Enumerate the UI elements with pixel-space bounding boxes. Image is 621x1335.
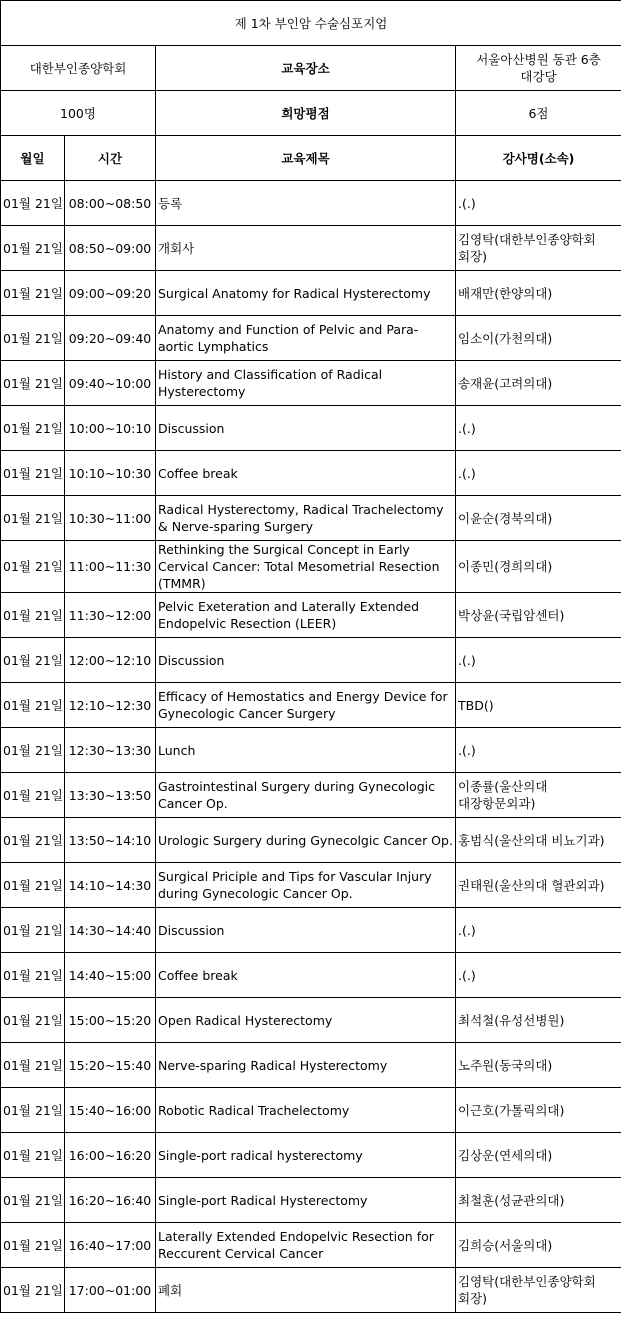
row-time: 16:00~16:20 bbox=[65, 1133, 156, 1178]
credit-label: 희망평점 bbox=[156, 91, 456, 136]
row-speaker: .(.) bbox=[456, 451, 621, 496]
table-row bbox=[1, 1133, 621, 1178]
table-row bbox=[1, 998, 621, 1043]
info-row-capacity bbox=[1, 91, 621, 136]
row-speaker: .(.) bbox=[456, 728, 621, 773]
title-row bbox=[1, 1, 621, 46]
row-speaker: 최철훈(성균관의대) bbox=[456, 1178, 621, 1223]
table-row bbox=[1, 361, 621, 406]
table-row bbox=[1, 1178, 621, 1223]
row-topic: History and Classification of Radical Hysterectomy bbox=[156, 361, 456, 406]
row-speaker: 김상운(연세의대) bbox=[456, 1133, 621, 1178]
table-row bbox=[1, 818, 621, 863]
row-topic: Lunch bbox=[156, 728, 456, 773]
row-speaker: .(.) bbox=[456, 181, 621, 226]
row-topic: Radical Hysterectomy, Radical Trachelectomy & Nerve-sparing Surgery bbox=[156, 496, 456, 541]
row-topic: Efficacy of Hemostatics and Energy Device for Gynecologic Cancer Surgery bbox=[156, 683, 456, 728]
row-topic: 등록 bbox=[156, 181, 456, 226]
row-speaker: 김영탁(대한부인종양학회 회장) bbox=[456, 226, 621, 271]
table-row bbox=[1, 593, 621, 638]
table-row bbox=[1, 1043, 621, 1088]
row-topic: Discussion bbox=[156, 908, 456, 953]
row-date: 01월 21일 bbox=[1, 181, 65, 226]
table-row bbox=[1, 316, 621, 361]
capacity: 100명 bbox=[1, 91, 156, 136]
table-row bbox=[1, 683, 621, 728]
row-topic: Pelvic Exeteration and Laterally Extended Endopelvic Resection (LEER) bbox=[156, 593, 456, 638]
row-topic: Discussion bbox=[156, 638, 456, 683]
row-time: 12:30~13:30 bbox=[65, 728, 156, 773]
row-date: 01월 21일 bbox=[1, 406, 65, 451]
row-date: 01월 21일 bbox=[1, 638, 65, 683]
table-row bbox=[1, 226, 621, 271]
table-row bbox=[1, 863, 621, 908]
row-speaker: 김영탁(대한부인종양학회 회장) bbox=[456, 1268, 621, 1313]
row-speaker: 임소이(가천의대) bbox=[456, 316, 621, 361]
row-speaker: 이종률(울산의대 대장항문외과) bbox=[456, 773, 621, 818]
row-date: 01월 21일 bbox=[1, 773, 65, 818]
row-speaker: .(.) bbox=[456, 908, 621, 953]
row-topic: Single-port Radical Hysterectomy bbox=[156, 1178, 456, 1223]
row-speaker: .(.) bbox=[456, 638, 621, 683]
organizer: 대한부인종양학회 bbox=[1, 46, 156, 91]
row-time: 16:20~16:40 bbox=[65, 1178, 156, 1223]
row-time: 15:20~15:40 bbox=[65, 1043, 156, 1088]
table-row bbox=[1, 908, 621, 953]
row-date: 01월 21일 bbox=[1, 728, 65, 773]
row-speaker: 최석철(유성선병원) bbox=[456, 998, 621, 1043]
row-date: 01월 21일 bbox=[1, 908, 65, 953]
row-time: 10:10~10:30 bbox=[65, 451, 156, 496]
row-topic: Anatomy and Function of Pelvic and Para-aortic Lymphatics bbox=[156, 316, 456, 361]
row-time: 09:20~09:40 bbox=[65, 316, 156, 361]
credit-value: 6점 bbox=[456, 91, 621, 136]
row-date: 01월 21일 bbox=[1, 953, 65, 998]
row-time: 10:30~11:00 bbox=[65, 496, 156, 541]
row-speaker: .(.) bbox=[456, 953, 621, 998]
row-topic: Urologic Surgery during Gynecolgic Cancer Op. bbox=[156, 818, 456, 863]
row-date: 01월 21일 bbox=[1, 998, 65, 1043]
row-time: 15:40~16:00 bbox=[65, 1088, 156, 1133]
table-row bbox=[1, 953, 621, 998]
row-speaker: 홍범식(울산의대 비뇨기과) bbox=[456, 818, 621, 863]
row-speaker: 김희승(서울의대) bbox=[456, 1223, 621, 1268]
venue-value: 서울아산병원 동관 6층 대강당 bbox=[456, 46, 621, 91]
header-date: 월일 bbox=[1, 136, 65, 181]
row-speaker: 이윤순(경북의대) bbox=[456, 496, 621, 541]
row-time: 09:00~09:20 bbox=[65, 271, 156, 316]
table-row bbox=[1, 451, 621, 496]
row-date: 01월 21일 bbox=[1, 1178, 65, 1223]
row-speaker: 권태원(울산의대 혈관외과) bbox=[456, 863, 621, 908]
row-topic: Rethinking the Surgical Concept in Early Cervical Cancer: Total Mesometrial Resection (TMMR) bbox=[156, 541, 456, 593]
header-speaker: 강사명(소속) bbox=[456, 136, 621, 181]
row-topic: Laterally Extended Endopelvic Resection for Reccurent Cervical Cancer bbox=[156, 1223, 456, 1268]
row-speaker: TBD() bbox=[456, 683, 621, 728]
page-title: 제 1차 부인암 수술심포지엄 bbox=[1, 1, 621, 46]
row-date: 01월 21일 bbox=[1, 1043, 65, 1088]
row-date: 01월 21일 bbox=[1, 593, 65, 638]
row-date: 01월 21일 bbox=[1, 451, 65, 496]
row-date: 01월 21일 bbox=[1, 226, 65, 271]
row-topic: Nerve-sparing Radical Hysterectomy bbox=[156, 1043, 456, 1088]
row-date: 01월 21일 bbox=[1, 316, 65, 361]
row-date: 01월 21일 bbox=[1, 1133, 65, 1178]
row-time: 16:40~17:00 bbox=[65, 1223, 156, 1268]
row-time: 10:00~10:10 bbox=[65, 406, 156, 451]
row-time: 13:50~14:10 bbox=[65, 818, 156, 863]
table-row bbox=[1, 1268, 621, 1313]
row-time: 11:00~11:30 bbox=[65, 541, 156, 593]
table-row bbox=[1, 1088, 621, 1133]
row-speaker: .(.) bbox=[456, 406, 621, 451]
row-date: 01월 21일 bbox=[1, 818, 65, 863]
row-speaker: 박상윤(국립암센터) bbox=[456, 593, 621, 638]
row-speaker: 이근호(가톨릭의대) bbox=[456, 1088, 621, 1133]
header-time: 시간 bbox=[65, 136, 156, 181]
header-row bbox=[1, 136, 621, 181]
table-row bbox=[1, 496, 621, 541]
table-row bbox=[1, 271, 621, 316]
table-row bbox=[1, 406, 621, 451]
row-time: 12:00~12:10 bbox=[65, 638, 156, 683]
row-time: 12:10~12:30 bbox=[65, 683, 156, 728]
row-date: 01월 21일 bbox=[1, 361, 65, 406]
row-time: 15:00~15:20 bbox=[65, 998, 156, 1043]
row-speaker: 노주원(동국의대) bbox=[456, 1043, 621, 1088]
row-topic: 폐회 bbox=[156, 1268, 456, 1313]
row-time: 09:40~10:00 bbox=[65, 361, 156, 406]
row-topic: Gastrointestinal Surgery during Gynecologic Cancer Op. bbox=[156, 773, 456, 818]
row-date: 01월 21일 bbox=[1, 541, 65, 593]
row-date: 01월 21일 bbox=[1, 1223, 65, 1268]
row-time: 14:10~14:30 bbox=[65, 863, 156, 908]
row-date: 01월 21일 bbox=[1, 683, 65, 728]
venue-label: 교육장소 bbox=[156, 46, 456, 91]
row-topic: 개회사 bbox=[156, 226, 456, 271]
row-date: 01월 21일 bbox=[1, 1088, 65, 1133]
table-row bbox=[1, 181, 621, 226]
row-topic: Surgical Anatomy for Radical Hysterectomy bbox=[156, 271, 456, 316]
table-row bbox=[1, 773, 621, 818]
row-time: 14:30~14:40 bbox=[65, 908, 156, 953]
row-topic: Coffee break bbox=[156, 451, 456, 496]
table-row bbox=[1, 1223, 621, 1268]
info-row-venue bbox=[1, 46, 621, 91]
row-time: 11:30~12:00 bbox=[65, 593, 156, 638]
row-topic: Robotic Radical Trachelectomy bbox=[156, 1088, 456, 1133]
row-topic: Surgical Priciple and Tips for Vascular Injury during Gynecologic Cancer Op. bbox=[156, 863, 456, 908]
row-time: 17:00~01:00 bbox=[65, 1268, 156, 1313]
row-time: 08:50~09:00 bbox=[65, 226, 156, 271]
row-time: 13:30~13:50 bbox=[65, 773, 156, 818]
table-row bbox=[1, 638, 621, 683]
row-speaker: 이종민(경희의대) bbox=[456, 541, 621, 593]
row-date: 01월 21일 bbox=[1, 496, 65, 541]
row-time: 08:00~08:50 bbox=[65, 181, 156, 226]
row-topic: Single-port radical hysterectomy bbox=[156, 1133, 456, 1178]
row-date: 01월 21일 bbox=[1, 1268, 65, 1313]
row-date: 01월 21일 bbox=[1, 863, 65, 908]
row-speaker: 배재만(한양의대) bbox=[456, 271, 621, 316]
row-date: 01월 21일 bbox=[1, 271, 65, 316]
row-speaker: 송재윤(고려의대) bbox=[456, 361, 621, 406]
row-topic: Discussion bbox=[156, 406, 456, 451]
table-row bbox=[1, 728, 621, 773]
header-topic: 교육제목 bbox=[156, 136, 456, 181]
row-topic: Open Radical Hysterectomy bbox=[156, 998, 456, 1043]
table-row bbox=[1, 541, 621, 593]
row-time: 14:40~15:00 bbox=[65, 953, 156, 998]
row-topic: Coffee break bbox=[156, 953, 456, 998]
